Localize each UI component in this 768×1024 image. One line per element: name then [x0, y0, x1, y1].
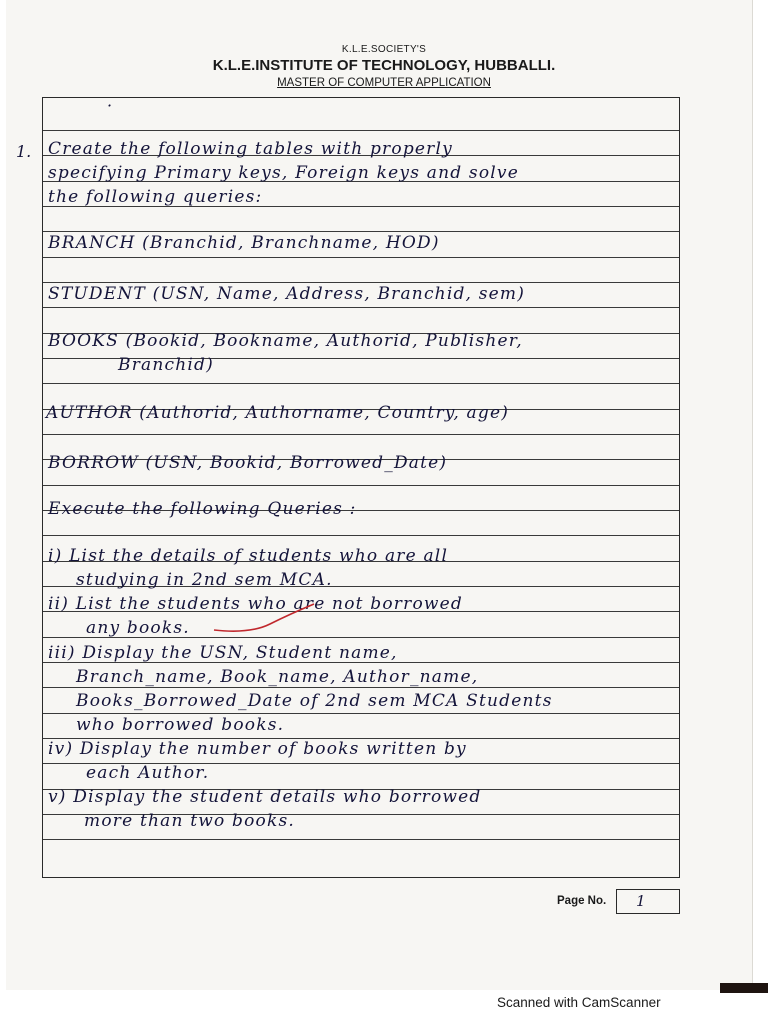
query-1-line-1: i) List the details of students who are all — [48, 546, 449, 566]
intro-line-2: specifying Primary keys, Foreign keys and solve — [48, 163, 519, 183]
institute-name: K.L.E.INSTITUTE OF TECHNOLOGY, HUBBALLI. — [212, 57, 556, 74]
ruled-writing-area — [42, 97, 680, 878]
query-4-line-2: each Author. — [86, 763, 210, 783]
ruled-line — [43, 231, 679, 232]
query-3-line-1: iii) Display the USN, Student name, — [48, 643, 398, 663]
ruled-line — [43, 839, 679, 840]
department-name: MASTER OF COMPUTER APPLICATION — [277, 77, 491, 89]
ink-dot: · — [107, 96, 113, 115]
scan-edge-shadow — [720, 983, 768, 993]
query-5-line-1: v) Display the student details who borrowed — [48, 787, 482, 807]
table-branch: BRANCH (Branchid, Branchname, HOD) — [48, 233, 440, 253]
table-borrow: BORROW (USN, Bookid, Borrowed_Date) — [48, 453, 448, 473]
intro-line-3: the following queries: — [48, 187, 263, 207]
intro-line-1: Create the following tables with properly — [48, 139, 453, 159]
ruled-line — [43, 130, 679, 131]
query-3-line-3: Books_Borrowed_Date of 2nd sem MCA Students — [76, 691, 553, 711]
query-4-line-1: iv) Display the number of books written by — [48, 739, 467, 759]
ruled-line — [43, 383, 679, 384]
page-number-label: Page No. — [557, 895, 607, 907]
question-number: 1. — [16, 142, 32, 161]
ruled-line — [43, 434, 679, 435]
red-correction-mark — [210, 600, 320, 640]
query-5-line-2: more than two books. — [84, 811, 296, 831]
page-number-value: 1 — [636, 892, 646, 910]
ruled-line — [43, 307, 679, 308]
query-1-line-2: studying in 2nd sem MCA. — [76, 570, 333, 590]
ruled-line — [43, 713, 679, 714]
ruled-line — [43, 485, 679, 486]
query-3-line-4: who borrowed books. — [76, 715, 285, 735]
table-books-line-2: Branchid) — [118, 355, 214, 375]
table-author: AUTHOR (Authorid, Authorname, Country, age) — [46, 403, 510, 423]
queries-heading: Execute the following Queries : — [48, 499, 357, 519]
ruled-line — [43, 282, 679, 283]
society-name: K.L.E.SOCIETY'S — [341, 44, 427, 55]
ruled-line — [43, 257, 679, 258]
ruled-line — [43, 687, 679, 688]
query-2-line-1: ii) List the students who are not borrowed — [48, 594, 463, 614]
table-books-line-1: BOOKS (Bookid, Bookname, Authorid, Publisher, — [48, 331, 523, 351]
query-2-line-2: any books. — [86, 618, 190, 638]
ruled-line — [43, 535, 679, 536]
page-number-box — [616, 889, 680, 914]
scanner-watermark: Scanned with CamScanner — [497, 995, 661, 1010]
query-3-line-2: Branch_name, Book_name, Author_name, — [76, 667, 479, 687]
table-student: STUDENT (USN, Name, Address, Branchid, sem) — [48, 284, 526, 304]
